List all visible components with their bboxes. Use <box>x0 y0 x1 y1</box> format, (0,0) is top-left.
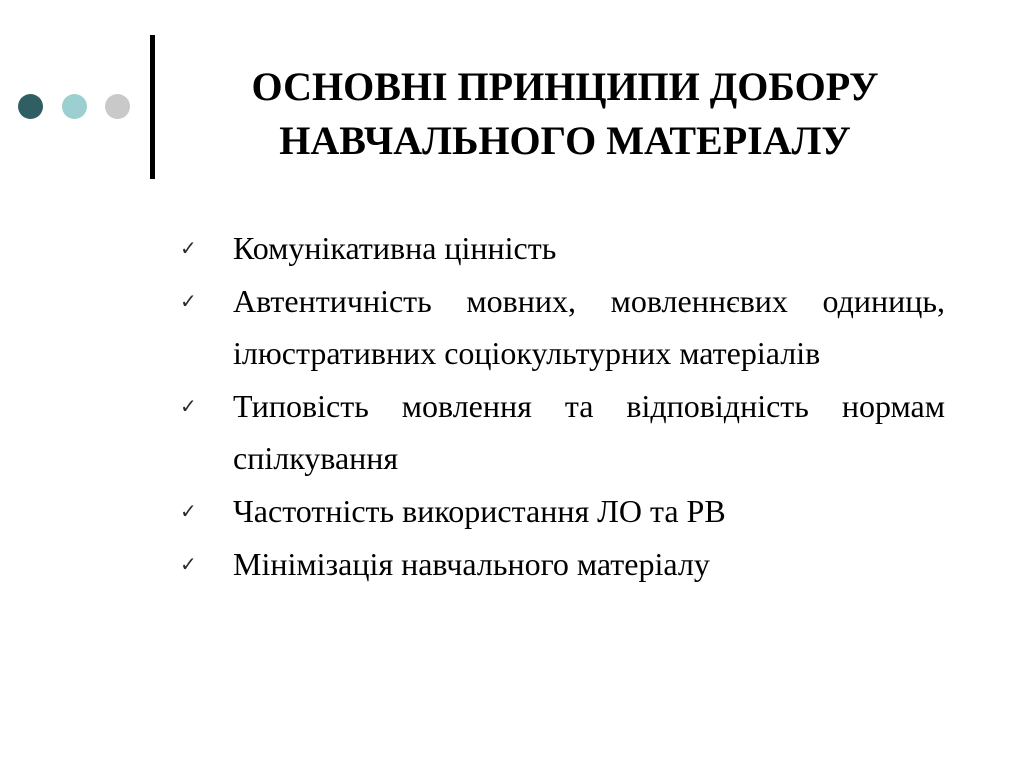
checkmark-icon: ✓ <box>180 394 197 418</box>
bullet-item <box>180 222 945 274</box>
checkmark-icon: ✓ <box>180 499 197 523</box>
grey-dot-icon <box>105 94 130 119</box>
checkmark-icon: ✓ <box>180 236 197 260</box>
bullet-text: Автентичність мовних, мовленнєвих одиниць, ілюстративних соціокультурних матеріалів <box>233 283 945 371</box>
bullet-item <box>180 485 945 537</box>
title-line-1: ОСНОВНІ ПРИНЦИПИ ДОБОРУ <box>251 64 879 109</box>
decorative-dots <box>18 94 138 120</box>
slide-title <box>160 60 970 168</box>
bullet-text: Частотність використання ЛО та РВ <box>233 493 726 529</box>
bullet-item <box>180 380 945 484</box>
checkmark-icon: ✓ <box>180 552 197 576</box>
title-line-2: НАВЧАЛЬНОГО МАТЕРІАЛУ <box>279 118 851 163</box>
bullet-item <box>180 275 945 379</box>
bullet-list <box>180 222 945 591</box>
bullet-text: Типовість мовлення та відповідність нормам спілкування <box>233 388 945 476</box>
checkmark-icon: ✓ <box>180 289 197 313</box>
bullet-item <box>180 538 945 590</box>
dark-teal-dot-icon <box>18 94 43 119</box>
title-divider <box>150 35 155 179</box>
bullet-text: Комунікативна цінність <box>233 230 557 266</box>
light-teal-dot-icon <box>62 94 87 119</box>
bullet-text: Мінімізація навчального матеріалу <box>233 546 710 582</box>
